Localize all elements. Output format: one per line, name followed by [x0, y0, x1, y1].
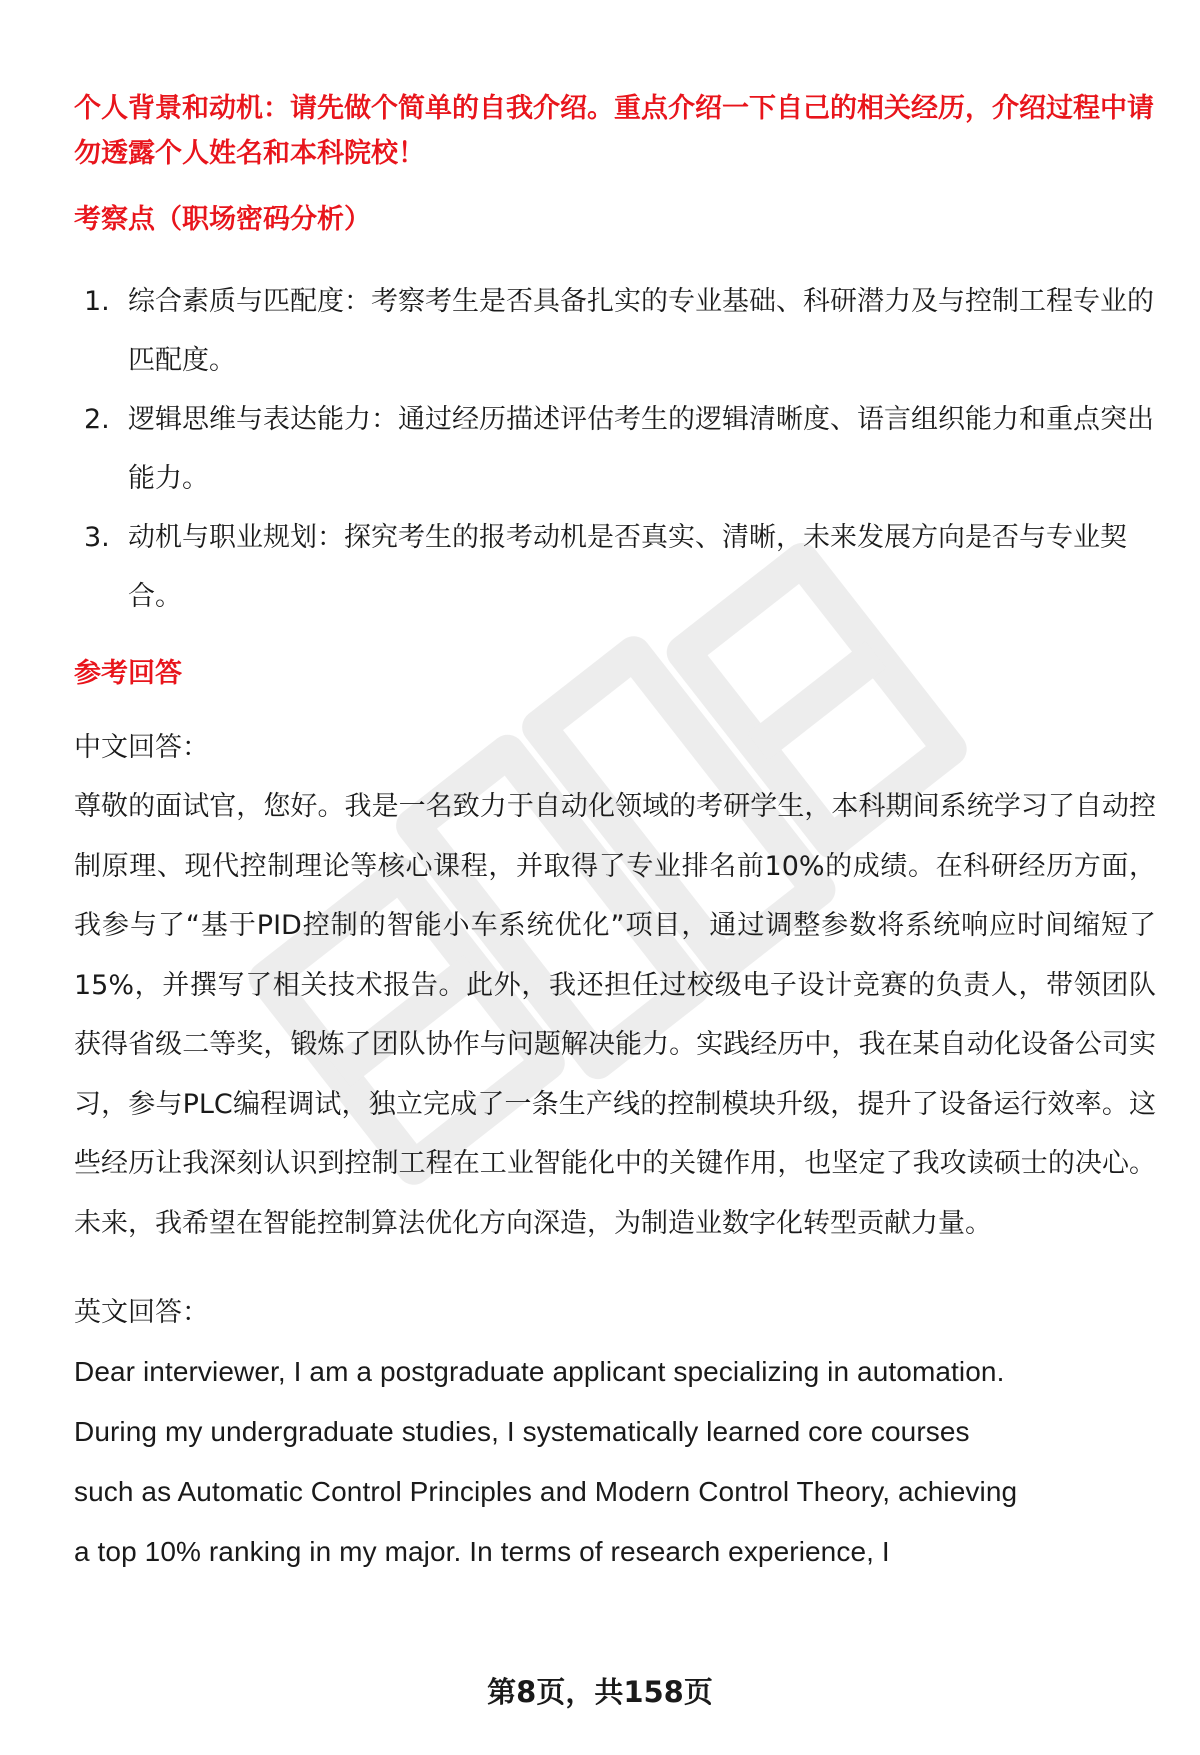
list-item-text: 动机与职业规划：探究考生的报考动机是否真实、清晰，未来发展方向是否与专业契合。: [128, 522, 1127, 612]
chinese-answer-label: 中文回答：: [74, 732, 209, 763]
page-number: 第8页，共158页: [487, 1675, 713, 1709]
english-answer-label: 英文回答：: [74, 1297, 209, 1328]
analysis-heading: 考察点（职场密码分析）: [74, 204, 371, 235]
list-item-number: 1.: [84, 286, 110, 317]
document-content: [74, 86, 1156, 1582]
list-item: [74, 272, 1156, 390]
answer-heading: 参考回答: [74, 658, 182, 689]
interview-question: 个人背景和动机：请先做个简单的自我介绍。重点介绍一下自己的相关经历，介绍过程中请勿透露个人姓名和本科院校！: [74, 93, 1154, 169]
list-item: [74, 390, 1156, 508]
list-item-number: 3.: [84, 522, 110, 553]
english-answer-line: such as Automatic Control Principles and Modern Control Theory, achieving: [74, 1476, 1018, 1507]
analysis-points-list: [74, 272, 1156, 626]
list-item-number: 2.: [84, 404, 110, 435]
list-item: [74, 508, 1156, 626]
english-answer-line: During my undergraduate studies, I systematically learned core courses: [74, 1416, 970, 1447]
chinese-answer-text: 尊敬的面试官，您好。我是一名致力于自动化领域的考研学生，本科期间系统学习了自动控制原理、现代控制理论等核心课程，并取得了专业排名前10%的成绩。在科研经历方面，我参与了“基于PID控制的智能小车系统优化”项目，通过调整参数将系统响应时间缩短了15%，并撰写了相关技术报告。此外，我还担任过校级电子设计竞赛的负责人，带领团队获得省级二等奖，锻炼了团队协作与问题解决能力。实践经历中，我在某自动化设备公司实习，参与PLC编程调试，独立完成了一条生产线的控制模块升级，提升了设备运行效率。这些经历让我深刻认识到控制工程在工业智能化中的关键作用，也坚定了我攻读硕士的决心。未来，我希望在智能控制算法优化方向深造，为制造业数字化转型贡献力量。: [74, 791, 1156, 1239]
english-answer-text: [74, 1342, 1156, 1582]
list-item-text: 逻辑思维与表达能力：通过经历描述评估考生的逻辑清晰度、语言组织能力和重点突出能力。: [128, 404, 1154, 494]
list-item-text: 综合素质与匹配度：考察考生是否具备扎实的专业基础、科研潜力及与控制工程专业的匹配度。: [128, 286, 1154, 376]
english-answer-line: a top 10% ranking in my major. In terms of research experience, I: [74, 1536, 890, 1567]
english-answer-line: Dear interviewer, I am a postgraduate applicant specializing in automation.: [74, 1356, 1005, 1387]
